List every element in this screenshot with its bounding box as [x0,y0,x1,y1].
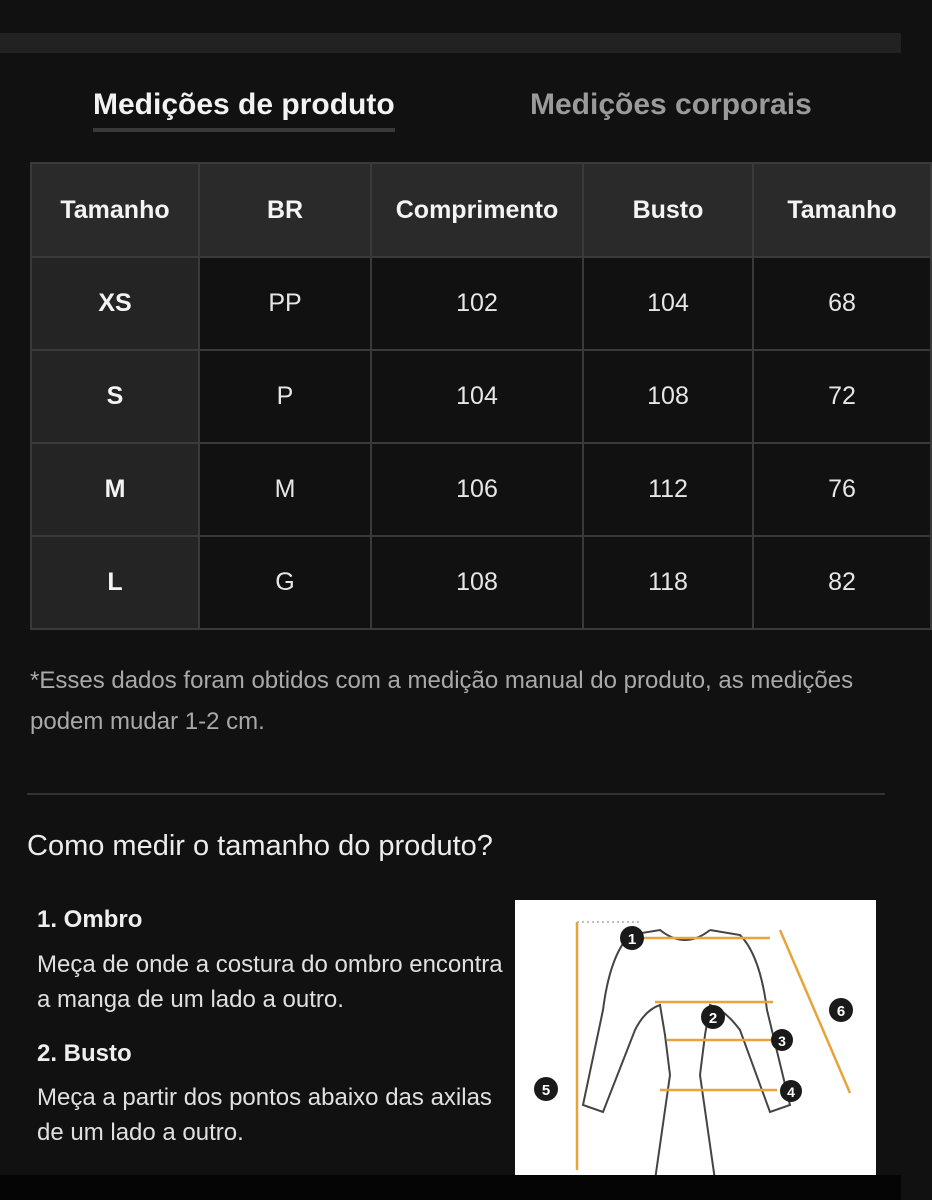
active-tab-underline [93,128,395,132]
table-cell: 108 [583,350,753,443]
table-cell: 106 [371,443,583,536]
table-cell: 82 [753,536,931,629]
table-cell: G [199,536,371,629]
table-cell: 104 [371,350,583,443]
step-bust-description: Meça a partir dos pontos abaixo das axilas de um lado a outro. [37,1084,492,1146]
measurement-tabs [0,88,901,136]
step-bust-title: 2. Busto [37,1040,132,1067]
marker-3 [771,1029,793,1051]
tab-product-measurements[interactable] [93,88,395,122]
size-table [30,162,932,630]
table-row [31,257,931,350]
dress-diagram-svg [515,900,876,1175]
marker-5-label: 5 [541,1082,551,1099]
marker-4-label: 4 [787,1084,795,1100]
table-cell: PP [199,257,371,350]
marker-5 [534,1077,558,1101]
table-cell: 118 [583,536,753,629]
table-row [31,443,931,536]
marker-2-label: 2 [708,1010,718,1027]
table-header-row [31,163,931,257]
how-to-measure-title: Como medir o tamanho do produto? [27,830,493,862]
column-header: Tamanho [31,163,199,257]
table-cell: 76 [753,443,931,536]
column-header: Busto [583,163,753,257]
column-header: Tamanho [753,163,931,257]
measurement-diagram [515,900,876,1175]
marker-2 [701,1005,725,1029]
table-cell: 102 [371,257,583,350]
tab-body-measurements[interactable] [530,88,812,122]
marker-1 [620,926,644,950]
table-cell: P [199,350,371,443]
table-cell: 108 [371,536,583,629]
tab-product-measurements-label: Medições de produto [93,88,395,121]
step-shoulder-description: Meça de onde a costura do ombro encontra a manga de um lado a outro. [37,951,503,1013]
top-bar [0,33,901,53]
table-cell: XS [31,257,199,350]
marker-6-label: 6 [836,1003,846,1020]
table-row [31,350,931,443]
marker-1-label: 1 [627,931,637,948]
table-cell: 112 [583,443,753,536]
column-header: BR [199,163,371,257]
column-header: Comprimento [371,163,583,257]
table-cell: 68 [753,257,931,350]
tab-body-measurements-label: Medições corporais [530,88,812,121]
table-cell: 72 [753,350,931,443]
step-shoulder-title: 1. Ombro [37,906,143,933]
dress-outline [583,930,790,1180]
table-row [31,536,931,629]
marker-3-label: 3 [778,1033,786,1049]
marker-4 [780,1080,802,1102]
marker-6 [829,998,853,1022]
table-cell: M [199,443,371,536]
bottom-bar [0,1175,901,1200]
measurement-note: *Esses dados foram obtidos com a medição manual do produto, as medições podem mudar 1-2 cm. [30,667,854,735]
section-divider [27,793,885,795]
table-cell: 104 [583,257,753,350]
table-cell: M [31,443,199,536]
table-cell: S [31,350,199,443]
table-cell: L [31,536,199,629]
size-table-container[interactable] [30,162,897,630]
